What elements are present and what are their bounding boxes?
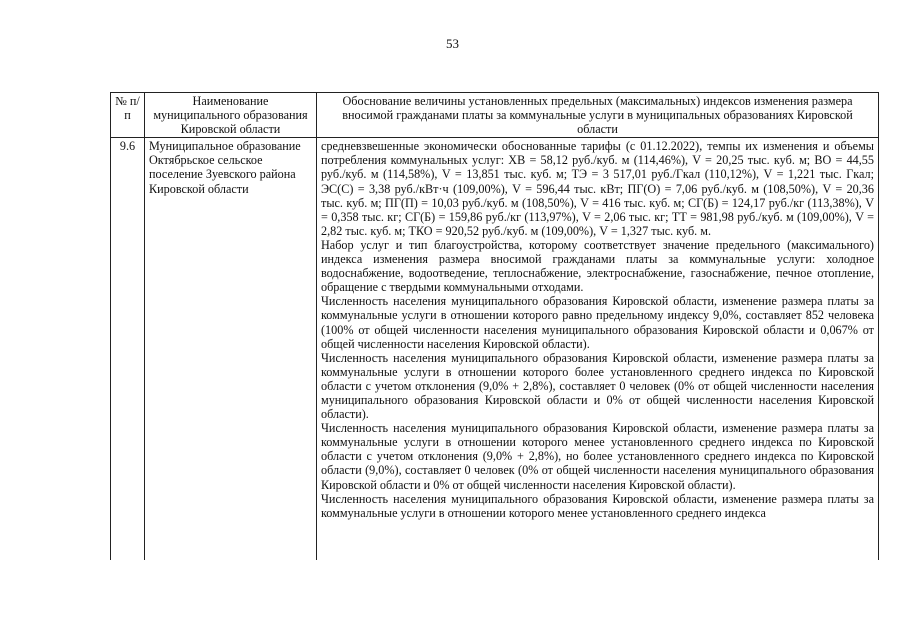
- municipality-name: Муниципальное образование Октябрьское сельское поселение Зуевского района Кировской области: [145, 138, 317, 561]
- row-number: 9.6: [111, 138, 145, 561]
- tariffs-paragraph: средневзвешенные экономически обоснованные тарифы (с 01.12.2022), темпы их изменения и объемы потребления коммунальных услуг: ХВ = 58,12 руб./куб. м (114,46%), V = 20,25 тыс. куб. м; ВО = 44,55 руб./куб. м (114,58%), V = 13,851 тыс. куб. м; ТЭ = 3 517,01 руб./Гкал (110,12%), V = 1,221 тыс. Гкал; ЭС(С) = 3,38 руб./кВт·ч (109,00%), V = 596,44 тыс. кВт; ПГ(О) = 7,06 руб./куб. м (108,50%), V = 20,36 тыс. куб. м; ПГ(П) = 10,03 руб./куб. м (108,50%), V = 416 тыс. куб. м; СГ(Б) = 124,17 руб./кг (113,38%), V = 0,358 тыс. кг; СГ(Б) = 159,86 руб./кг (113,97%), V = 2,06 тыс. кг; ТТ = 981,98 руб./куб. м (109,00%), V = 2,82 тыс. куб. м; ТКО = 920,52 руб./куб. м (109,00%), V = 1,327 тыс. куб. м.: [321, 139, 874, 238]
- population-below-paragraph: Численность населения муниципального образования Кировской области, изменение размера платы за коммунальные услуги в отношении которого менее установленного среднего индекса: [321, 491, 874, 520]
- population-above-paragraph: Численность населения муниципального образования Кировской области, изменение размера платы за коммунальные услуги в отношении которого более установленного среднего индекса по Кировской области с учетом отклонения (9,0% + 2,8%), составляет 0 человек (0% от общей численности населения муниципального образования Кировской области и 0% от общей численности населения Кировской области).: [321, 350, 874, 422]
- population-between-paragraph: Численность населения муниципального образования Кировской области, изменение размера платы за коммунальные услуги в отношении которого менее установленного среднего индекса по Кировской области с учетом отклонения (9,0% + 2,8%), но более установленного среднего индекса по Кировской области (9,0%), составляет 0 человек (0% от общей численности населения муниципального образования Кировской области и 0% от общей численности населения Кировской области).: [321, 421, 874, 492]
- table-row: [111, 138, 879, 561]
- services-paragraph: Набор услуг и тип благоустройства, которому соответствует значение предельного (максимального) индекса изменения размера вносимой гражданами платы за коммунальные услуги: холодное водоснабжение, водоотведение, теплоснабжение, электроснабжение, газоснабжение, печное отопление, обращение с твердыми коммунальными отходами.: [321, 237, 874, 295]
- header-municipality: Наименование муниципального образования Кировской области: [145, 93, 317, 138]
- population-equal-paragraph: Численность населения муниципального образования Кировской области, изменение размера платы за коммунальные услуги в отношении которого равно предельному индексу 9,0%, составляет 852 человека (100% от общей численности населения муниципального образования Кировской области и 0,067% от общей численности населения Кировской области).: [321, 294, 874, 351]
- justification-cell: [317, 138, 879, 561]
- header-justification: Обоснование величины установленных предельных (максимальных) индексов изменения размера вносимой гражданами платы за коммунальные услуги в муниципальных образованиях Кировской области: [317, 93, 879, 138]
- page-number: 53: [446, 36, 459, 51]
- tariff-table: [110, 92, 879, 560]
- table-header-row: [111, 93, 879, 138]
- header-num: № п/п: [111, 93, 145, 138]
